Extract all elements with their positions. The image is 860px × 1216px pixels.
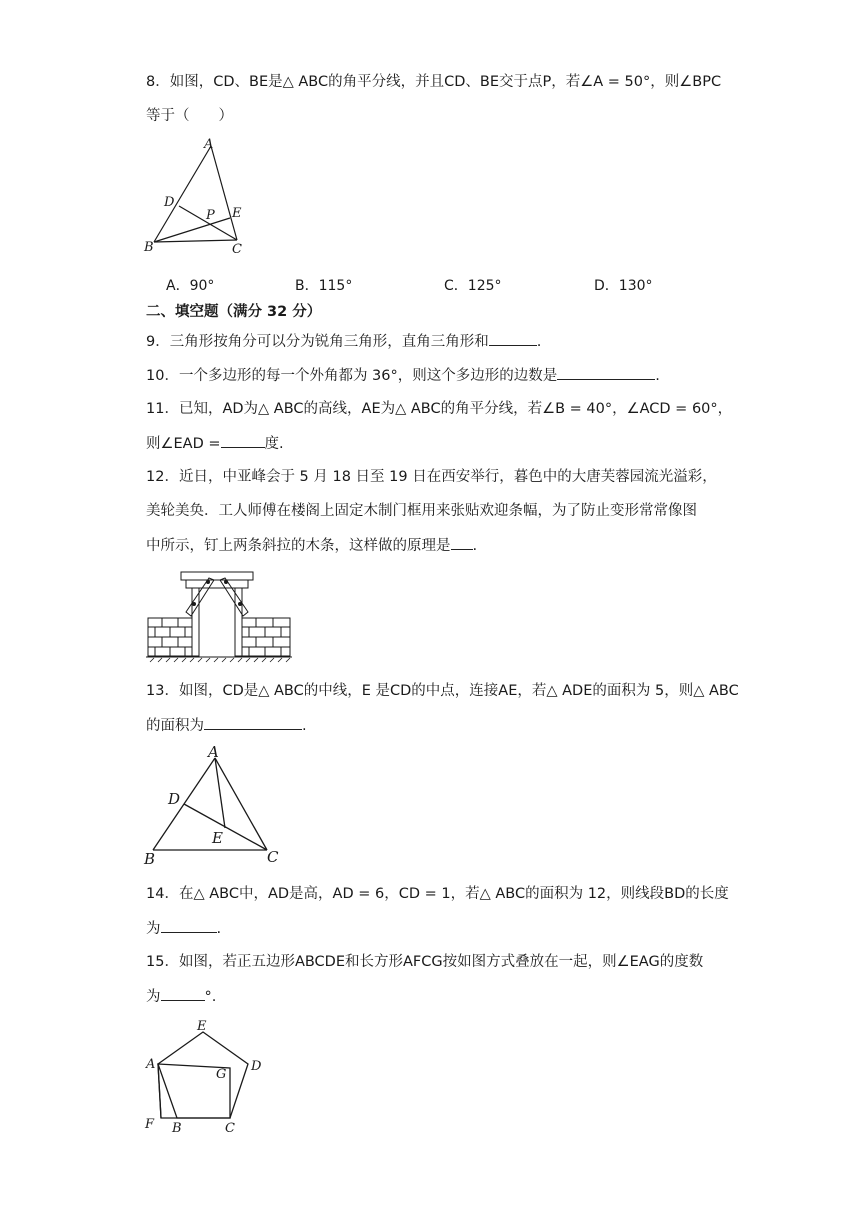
q10-end: . [655,368,660,384]
choice-letter: D． [594,278,619,294]
choice-value: 115° [318,278,353,294]
q15-label-e: E [197,1019,207,1034]
q8-label-d: D [164,195,175,210]
q11-line2 [146,433,284,454]
q11-line2-post: 度. [264,436,284,452]
q13-label-c: C [267,848,279,866]
q8-label-c: C [232,242,242,257]
q8-label-p: P [206,208,215,223]
q8-line2: 等于（ ） [146,108,233,124]
choice-value: 130° [618,278,653,294]
q13-line2-pre: 的面积为 [146,718,204,734]
q15-label-a: A [146,1057,156,1072]
q8-label-e: E [232,206,242,221]
q15-line2 [146,986,216,1007]
q8-choice-a[interactable] [166,275,214,295]
q14-line2-pre: 为 [146,921,161,937]
q12-line2: 美轮美奂．工人师傅在楼阁上固定木制门框用来张贴欢迎条幅，为了防止变形常常像图 [146,503,697,519]
q15-label-b: B [172,1121,182,1136]
q13-label-d: D [168,790,181,808]
choice-letter: C． [444,278,468,294]
q12-line1: 12．近日，中亚峰会于 5 月 18 日至 19 日在西安举行，暮色中的大唐芙蓉园流光溢彩， [146,469,717,485]
q15-line1: 15．如图，若正五边形ABCDE和长方形AFCG按如图方式叠放在一起，则∠EAG的度数 [146,954,704,970]
q8-choice-b[interactable] [295,275,352,295]
q14-line2 [146,918,221,939]
q15-figure [140,1012,270,1136]
choice-letter: B． [295,278,319,294]
q8-choice-c[interactable] [444,275,502,295]
q10-answer-blank[interactable] [557,365,655,380]
q13-label-a: A [208,743,219,761]
q13-label-e: E [212,829,223,847]
choice-value: 125° [467,278,502,294]
q9-answer-blank[interactable] [489,331,537,346]
q14-answer-blank[interactable] [161,918,217,933]
q15-answer-blank[interactable] [161,986,205,1001]
q13-line1: 13．如图，CD是△ ABC的中线，E 是CD的中点，连接AE，若△ ADE的面积为 5，则△ ABC [146,683,739,699]
q8-label-b: B [144,240,154,255]
q8-figure [140,136,260,260]
q10-text: 10．一个多边形的每一个外角都为 36°，则这个多边形的边数是 [146,368,558,384]
section-heading: 二、填空题（满分 32 分） [146,304,322,320]
q15-line2-post: °. [204,989,217,1005]
q12-answer-blank[interactable] [451,535,473,550]
q9-end: . [536,334,542,350]
q13-figure [140,740,290,870]
q13-line2 [146,715,307,736]
q15-label-g: G [216,1067,227,1082]
q9 [146,331,541,352]
q13-answer-blank[interactable] [204,715,302,730]
q12-door-figure [146,568,294,664]
q8-choice-d[interactable] [594,275,653,295]
q8-line1: 8．如图，CD、BE是△ ABC的角平分线，并且CD、BE交于点P，若∠A = 50°，则∠BPC [146,74,722,90]
q12-line3-pre: 中所示，钉上两条斜拉的木条，这样做的原理是 [146,538,451,554]
q12-line3 [146,535,477,556]
q9-text: 9．三角形按角分可以分为锐角三角形，直角三角形和 [146,334,489,350]
choice-letter: A． [166,278,190,294]
q12-line3-post: . [472,538,478,554]
q11-answer-blank[interactable] [221,433,265,448]
q14-line2-post: . [216,921,222,937]
q15-label-f: F [145,1117,155,1132]
q8-label-a: A [204,137,214,152]
q15-label-d: D [251,1059,262,1074]
choice-value: 90° [189,278,215,294]
q11-line1: 11．已知，AD为△ ABC的高线，AE为△ ABC的角平分线，若∠B = 40°，∠ACD = 60°， [146,401,733,417]
q14-line1: 14．在△ ABC中，AD是高，AD = 6，CD = 1，若△ ABC的面积为 12，则线段BD的长度 [146,886,729,902]
q13-line2-post: . [302,718,307,734]
q10 [146,365,660,386]
q15-label-c: C [225,1121,235,1136]
q15-line2-pre: 为 [146,989,161,1005]
q11-line2-pre: 则∠EAD = [146,436,221,452]
q13-label-b: B [144,850,156,868]
